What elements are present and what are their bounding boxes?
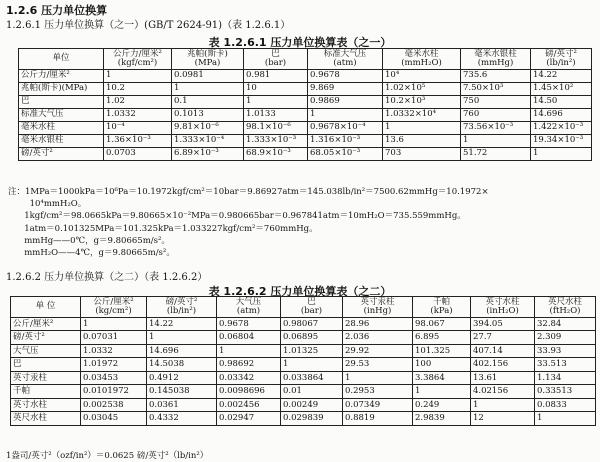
table-cell: 9.869 bbox=[308, 82, 383, 95]
row-unit-label: 标准大气压 bbox=[19, 108, 104, 121]
table-cell: 0.02947 bbox=[217, 412, 281, 426]
table-cell: 1.0332 bbox=[104, 108, 172, 121]
table-cell: 73.56×10⁻³ bbox=[461, 121, 531, 134]
table-row bbox=[19, 82, 592, 95]
table-cell: 0.0981 bbox=[172, 69, 244, 82]
row-unit-label: 毫米水银柱 bbox=[19, 134, 104, 147]
table-cell: 1 bbox=[81, 317, 147, 331]
header-cell: 千帕 (kPa) bbox=[413, 297, 471, 318]
header-cell: 大气压 (atm) bbox=[217, 297, 281, 318]
table-cell: 394.05 bbox=[471, 317, 535, 331]
table-cell: 1.0133 bbox=[244, 108, 308, 121]
table-cell: 1 bbox=[461, 134, 531, 147]
table-cell: 0.98067 bbox=[281, 317, 343, 331]
table-row bbox=[19, 69, 592, 82]
table-cell: 0.00249 bbox=[281, 398, 343, 412]
table-cell: 2.036 bbox=[343, 331, 413, 345]
table-cell: 101.325 bbox=[413, 344, 471, 358]
table-cell: 68.05×10⁻³ bbox=[308, 147, 383, 160]
table-row bbox=[19, 121, 592, 134]
table-cell: 98.1×10⁻⁶ bbox=[244, 121, 308, 134]
table-row bbox=[19, 147, 592, 160]
table-cell: 2.309 bbox=[535, 331, 596, 345]
header-cell: 公斤/厘米² (kg/cm²) bbox=[81, 297, 147, 318]
table-cell: 10⁻⁴ bbox=[104, 121, 172, 134]
row-unit-label: 英寸汞柱 bbox=[11, 371, 81, 385]
note-line: 1kgf/cm²＝98.0665kPa＝9.80665×10⁻²MPa＝0.980665bar＝0.967841atm＝10mH₂O＝735.559mmHg。 bbox=[8, 211, 466, 222]
table-cell: 27.7 bbox=[471, 331, 535, 345]
header-cell: 英寸汞柱 (inHg) bbox=[343, 297, 413, 318]
table-cell: 735.6 bbox=[461, 69, 531, 82]
table-cell: 1 bbox=[172, 82, 244, 95]
table-cell: 0.07031 bbox=[81, 331, 147, 345]
note-line: mmH₂O——4℃，g＝9.80665m/s²。 bbox=[8, 248, 175, 259]
header-cell: 毫米水柱 (mmH₂O) bbox=[383, 49, 461, 70]
table-cell: 4.02156 bbox=[471, 385, 535, 399]
table-2-footnote: 1盎司/英寸²（ozf/in²）＝0.0625 磅/英寸²（lb/in²） bbox=[6, 451, 209, 461]
table-cell: 14.50 bbox=[531, 95, 592, 108]
row-unit-label: 千帕 bbox=[11, 385, 81, 399]
table-cell: 0.029839 bbox=[281, 412, 343, 426]
table-1-notes bbox=[8, 186, 489, 259]
table-cell: 0.07349 bbox=[343, 398, 413, 412]
table-cell: 0.33513 bbox=[535, 385, 596, 399]
table-cell: 0.2953 bbox=[343, 385, 413, 399]
table-cell: 1 bbox=[308, 108, 383, 121]
table-cell: 13.61 bbox=[471, 371, 535, 385]
table-cell: 100 bbox=[413, 358, 471, 372]
table-cell: 1.45×10² bbox=[531, 82, 592, 95]
header-cell: 磅/英寸² (lb/in²) bbox=[531, 49, 592, 70]
table-cell: 1 bbox=[535, 412, 596, 426]
table-cell: 10 bbox=[244, 82, 308, 95]
table-row bbox=[11, 344, 596, 358]
table-cell: 1 bbox=[471, 398, 535, 412]
table-cell: 0.0101972 bbox=[81, 385, 147, 399]
table-cell: 0.03342 bbox=[217, 371, 281, 385]
row-unit-label: 磅/英寸² bbox=[11, 331, 81, 345]
table-cell: 6.89×10⁻³ bbox=[172, 147, 244, 160]
table-cell: 1 bbox=[147, 331, 217, 345]
table-cell: 0.0833 bbox=[535, 398, 596, 412]
table-cell: 10.2 bbox=[104, 82, 172, 95]
table-cell: 402.156 bbox=[471, 358, 535, 372]
header-cell: 单位 bbox=[19, 49, 104, 70]
table-row bbox=[11, 331, 596, 345]
header-cell: 磅/英寸² (lb/in²) bbox=[147, 297, 217, 318]
table-cell: 0.0361 bbox=[147, 398, 217, 412]
row-unit-label: 公斤/厘米² bbox=[11, 317, 81, 331]
row-unit-label: 巴 bbox=[11, 358, 81, 372]
table-cell: 0.06804 bbox=[217, 331, 281, 345]
table-row bbox=[19, 108, 592, 121]
table-cell: 0.01 bbox=[281, 385, 343, 399]
table-cell: 0.98692 bbox=[217, 358, 281, 372]
table-cell: 33.513 bbox=[535, 358, 596, 372]
table-cell: 9.81×10⁻⁶ bbox=[172, 121, 244, 134]
table-cell: 750 bbox=[461, 95, 531, 108]
header-cell: 毫米水银柱 (mmHg) bbox=[461, 49, 531, 70]
table-cell: 1.0332×10⁴ bbox=[383, 108, 461, 121]
table-1-caption: 表 1.2.6.1 压力单位换算表（之一） bbox=[208, 36, 392, 49]
table-cell: 0.0703 bbox=[104, 147, 172, 160]
table-cell: 10.2×10³ bbox=[383, 95, 461, 108]
table-cell: 0.002456 bbox=[217, 398, 281, 412]
table-cell: 1 bbox=[281, 358, 343, 372]
table-cell: 13.6 bbox=[383, 134, 461, 147]
table-cell: 29.53 bbox=[343, 358, 413, 372]
table-cell: 68.9×10⁻³ bbox=[244, 147, 308, 160]
table-cell: 760 bbox=[461, 108, 531, 121]
table-cell: 2.9839 bbox=[413, 412, 471, 426]
table-cell: 1.36×10⁻³ bbox=[104, 134, 172, 147]
table-cell: 1 bbox=[217, 344, 281, 358]
table-cell: 1.333×10⁻⁴ bbox=[172, 134, 244, 147]
row-unit-label: 公斤力/厘米² bbox=[19, 69, 104, 82]
table-cell: 14.5038 bbox=[147, 358, 217, 372]
table-cell: 10⁴ bbox=[383, 69, 461, 82]
table-row bbox=[11, 385, 596, 399]
table-cell: 0.9678 bbox=[217, 317, 281, 331]
row-unit-label: 英寸水柱 bbox=[11, 398, 81, 412]
table-cell: 0.8819 bbox=[343, 412, 413, 426]
table-cell: 0.9678×10⁻⁴ bbox=[308, 121, 383, 134]
table-cell: 0.1013 bbox=[172, 108, 244, 121]
table-cell: 1 bbox=[413, 385, 471, 399]
table-cell: 7.50×10³ bbox=[461, 82, 531, 95]
table-cell: 1 bbox=[343, 371, 413, 385]
header-cell: 标准大气压 (atm) bbox=[308, 49, 383, 70]
row-unit-label: 大气压 bbox=[11, 344, 81, 358]
table-cell: 0.9678 bbox=[308, 69, 383, 82]
header-cell: 单 位 bbox=[11, 297, 81, 318]
table-cell: 0.9869 bbox=[308, 95, 383, 108]
table-cell: 51.72 bbox=[461, 147, 531, 160]
header-cell: 巴 (bar) bbox=[244, 49, 308, 70]
table-cell: 1 bbox=[104, 69, 172, 82]
table-2-caption: 表 1.2.6.2 压力单位换算表（之二） bbox=[208, 285, 392, 298]
table-cell: 0.0098696 bbox=[217, 385, 281, 399]
table-cell: 32.84 bbox=[535, 317, 596, 331]
table-cell: 1 bbox=[244, 95, 308, 108]
note-line: mmHg——0℃，g＝9.80665m/s²。 bbox=[8, 235, 170, 246]
table-cell: 0.033864 bbox=[281, 371, 343, 385]
table-cell: 6.895 bbox=[413, 331, 471, 345]
header-cell: 兆帕(斯卡) (MPa) bbox=[172, 49, 244, 70]
table-cell: 1 bbox=[383, 121, 461, 134]
conversion-table-1 bbox=[18, 48, 592, 161]
table-cell: 0.1 bbox=[172, 95, 244, 108]
table-row bbox=[11, 412, 596, 426]
table-cell: 0.249 bbox=[413, 398, 471, 412]
table-cell: 98.067 bbox=[413, 317, 471, 331]
table-cell: 0.981 bbox=[244, 69, 308, 82]
table-cell: 0.4332 bbox=[147, 412, 217, 426]
table-row bbox=[11, 371, 596, 385]
table-cell: 12 bbox=[471, 412, 535, 426]
table-cell: 0.002538 bbox=[81, 398, 147, 412]
subsection-1-heading: 1.2.6.1 压力单位换算（之一）(GB/T 2624-91)（表 1.2.6.1） bbox=[6, 20, 291, 31]
table-cell: 33.93 bbox=[535, 344, 596, 358]
table-cell: 1.134 bbox=[535, 371, 596, 385]
table-cell: 29.92 bbox=[343, 344, 413, 358]
table-cell: 19.34×10⁻³ bbox=[531, 134, 592, 147]
table-row bbox=[11, 398, 596, 412]
conversion-table-2 bbox=[10, 296, 596, 426]
row-unit-label: 兆帕(斯卡)(MPa) bbox=[19, 82, 104, 95]
table-cell: 407.14 bbox=[471, 344, 535, 358]
header-cell: 英尺水柱 (ftH₂O) bbox=[535, 297, 596, 318]
table-cell: 1.0332 bbox=[81, 344, 147, 358]
table-row bbox=[19, 134, 592, 147]
table-row bbox=[11, 358, 596, 372]
table-cell: 1.422×10⁻³ bbox=[531, 121, 592, 134]
row-unit-label: 英尺水柱 bbox=[11, 412, 81, 426]
section-title: 1.2.6 压力单位换算 bbox=[6, 4, 108, 17]
note-line: 1atm＝0.101325MPa＝101.325kPa＝1.033227kgf/cm²＝760mmHg。 bbox=[8, 223, 318, 234]
table-cell: 0.06895 bbox=[281, 331, 343, 345]
table-cell: 1.02 bbox=[104, 95, 172, 108]
row-unit-label: 巴 bbox=[19, 95, 104, 108]
note-line: 10⁴mmH₂O。 bbox=[8, 199, 87, 210]
table-cell: 28.96 bbox=[343, 317, 413, 331]
table-cell: 1.316×10⁻³ bbox=[308, 134, 383, 147]
table-cell: 0.03045 bbox=[81, 412, 147, 426]
subsection-2-heading: 1.2.6.2 压力单位换算（之二）（表 1.2.6.2） bbox=[6, 272, 208, 283]
table-cell: 1.333×10⁻³ bbox=[244, 134, 308, 147]
table-cell: 14.696 bbox=[531, 108, 592, 121]
header-cell: 巴 (bar) bbox=[281, 297, 343, 318]
table-row bbox=[19, 95, 592, 108]
row-unit-label: 磅/英寸² bbox=[19, 147, 104, 160]
table-cell: 1 bbox=[531, 147, 592, 160]
header-cell: 公斤力/厘米² (kgf/cm²) bbox=[104, 49, 172, 70]
table-cell: 1.02×10⁵ bbox=[383, 82, 461, 95]
table-cell: 1.01325 bbox=[281, 344, 343, 358]
table-cell: 14.696 bbox=[147, 344, 217, 358]
table-cell: 0.145038 bbox=[147, 385, 217, 399]
table-cell: 0.4912 bbox=[147, 371, 217, 385]
table-cell: 703 bbox=[383, 147, 461, 160]
table-cell: 1.01972 bbox=[81, 358, 147, 372]
table-cell: 14.22 bbox=[147, 317, 217, 331]
table-cell: 0.03453 bbox=[81, 371, 147, 385]
table-cell: 3.3864 bbox=[413, 371, 471, 385]
row-unit-label: 毫米水柱 bbox=[19, 121, 104, 134]
header-cell: 英寸水柱 (inH₂O) bbox=[471, 297, 535, 318]
table-cell: 14.22 bbox=[531, 69, 592, 82]
note-line: 注：1MPa＝1000kPa＝10⁶Pa＝10.1972kgf/cm²＝10bar＝9.86927atm＝145.038lb/in²＝7500.62mmHg＝10.1972× bbox=[8, 187, 489, 197]
table-row bbox=[11, 317, 596, 331]
